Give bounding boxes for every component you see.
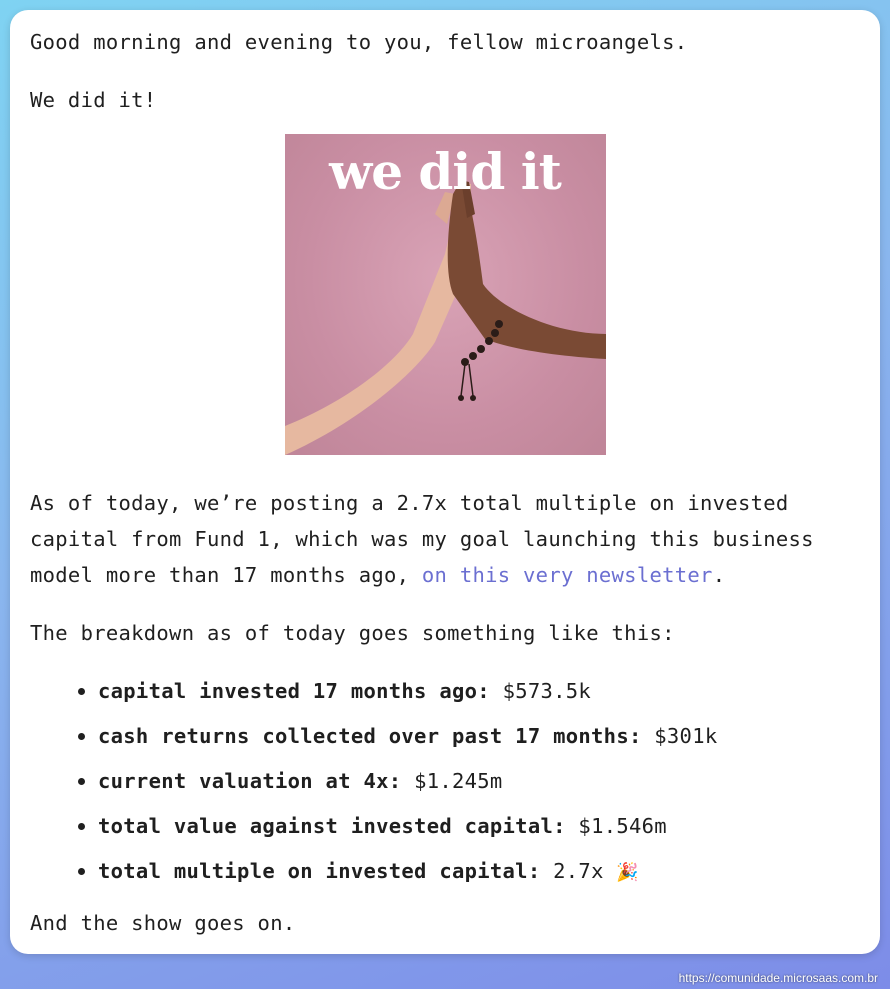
image-caption: we did it xyxy=(329,142,561,201)
breakdown-item-label: capital invested 17 months ago: xyxy=(98,679,490,703)
breakdown-item-value: 2.7x xyxy=(553,859,604,883)
breakdown-item-label: cash returns collected over past 17 months: xyxy=(98,724,642,748)
closing-text: And the show goes on. xyxy=(30,911,296,935)
we-did-it-text: We did it! xyxy=(30,88,157,112)
party-popper-icon: 🎉 xyxy=(616,862,640,883)
newsletter-link[interactable]: on this very newsletter xyxy=(421,563,713,587)
breakdown-list xyxy=(30,673,860,891)
greeting-text: Good morning and evening to you, fellow microangels. xyxy=(30,30,688,54)
post-card xyxy=(10,10,880,954)
breakdown-item-value: $1.546m xyxy=(578,814,667,838)
breakdown-item-value: $301k xyxy=(654,724,718,748)
breakdown-item-label: current valuation at 4x: xyxy=(98,769,402,793)
breakdown-item-label: total value against invested capital: xyxy=(98,814,566,838)
fund-update-period: . xyxy=(712,563,726,587)
breakdown-item xyxy=(98,718,860,754)
watermark-url: https://comunidade.microsaas.com.br xyxy=(678,971,878,985)
breakdown-item xyxy=(98,808,860,844)
breakdown-item xyxy=(98,763,860,799)
fund-update-paragraph xyxy=(30,485,860,593)
breakdown-item-label: total multiple on invested capital: xyxy=(98,859,541,883)
high-five-image xyxy=(285,134,606,455)
breakdown-item-value: $573.5k xyxy=(502,679,592,703)
breakdown-item xyxy=(98,673,860,709)
breakdown-item xyxy=(98,853,860,891)
breakdown-item-value: $1.245m xyxy=(414,769,503,793)
fund-update-text: As of today, we’re posting a 2.7x total multiple on invested capital from Fund 1, which was my goal launching this business model more than 17 months ago, xyxy=(30,491,814,587)
breakdown-intro-text: The breakdown as of today goes something like this: xyxy=(30,621,675,645)
